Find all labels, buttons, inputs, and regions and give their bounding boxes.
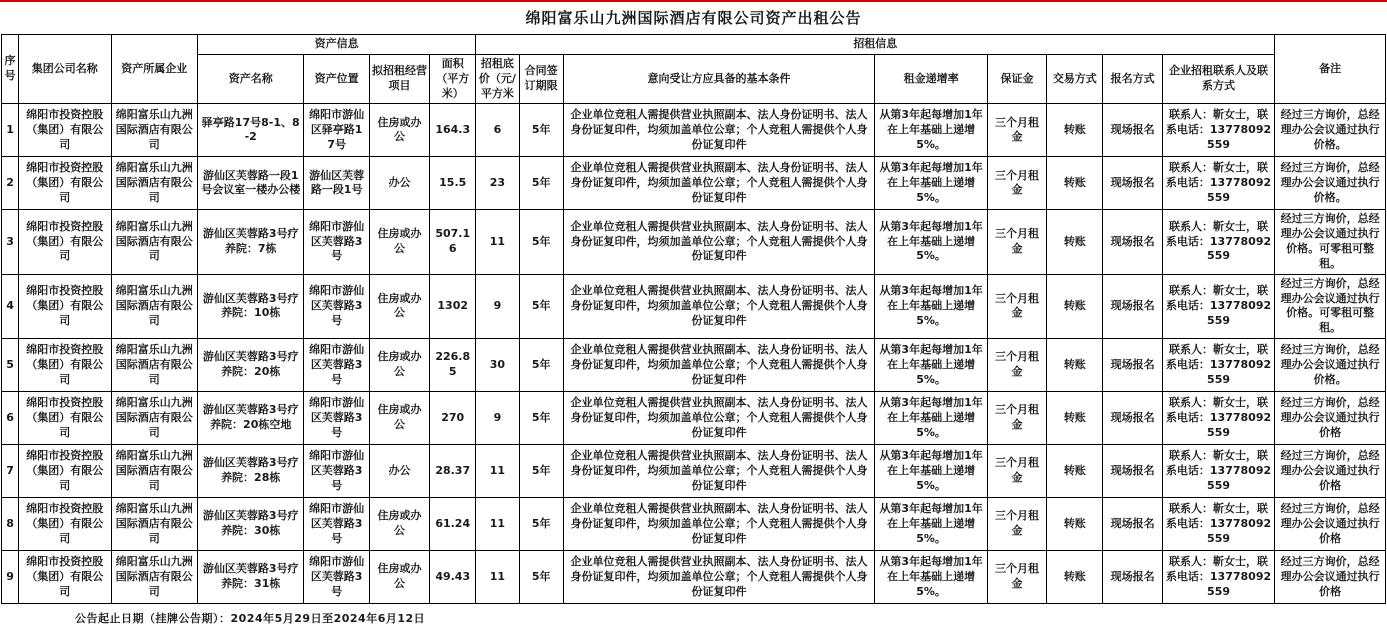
table-row	[2, 551, 1386, 604]
cell-no: 2	[2, 157, 19, 210]
cell-no: 8	[2, 498, 19, 551]
header-conditions: 意向受让方应具备的基本条件	[563, 54, 875, 104]
cell-contact: 联系人：靳女士，联系电话：13778092559	[1162, 157, 1275, 210]
cell-conditions: 企业单位竞租人需提供营业执照副本、法人身份证明书、法人身份证复印件，均须加盖单位公章；个人竞租人需提供个人身份证复印件	[563, 445, 875, 498]
cell-area: 15.5	[430, 157, 476, 210]
cell-asset-location: 绵阳市游仙区芙蓉路3号	[304, 551, 369, 604]
cell-no: 1	[2, 104, 19, 157]
cell-conditions: 企业单位竞租人需提供营业执照副本、法人身份证明书、法人身份证复印件，均须加盖单位公章；个人竞租人需提供个人身份证复印件	[563, 392, 875, 445]
cell-deposit: 三个月租金	[987, 445, 1046, 498]
cell-term: 5年	[519, 339, 563, 392]
cell-contact: 联系人：靳女士，联系电话：13778092559	[1162, 445, 1275, 498]
cell-increase: 从第3年起每增加1年在上年基础上递增5%。	[875, 274, 988, 338]
cell-project: 住房或办公	[369, 210, 429, 274]
cell-payment: 转账	[1047, 274, 1103, 338]
cell-increase: 从第3年起每增加1年在上年基础上递增5%。	[875, 392, 988, 445]
cell-area: 61.24	[430, 498, 476, 551]
cell-remark: 经过三方询价，总经理办公会议通过执行价格	[1275, 551, 1386, 604]
cell-no: 7	[2, 445, 19, 498]
table-row	[2, 498, 1386, 551]
header-project: 拟招租经营项目	[369, 54, 429, 104]
cell-term: 5年	[519, 210, 563, 274]
cell-asset-name: 游仙区芙蓉路3号疗养院：31栋	[197, 551, 304, 604]
cell-remark: 经过三方询价，总经理办公会议通过执行价格。	[1275, 157, 1386, 210]
cell-signup: 现场报名	[1103, 445, 1162, 498]
cell-group-company: 绵阳市投资控股（集团）有限公司	[19, 274, 111, 338]
cell-group-company: 绵阳市投资控股（集团）有限公司	[19, 339, 111, 392]
cell-asset-location: 绵阳市游仙区驿亭路17号	[304, 104, 369, 157]
cell-owner: 绵阳富乐山九洲国际酒店有限公司	[111, 445, 197, 498]
cell-term: 5年	[519, 157, 563, 210]
cell-base-price: 23	[476, 157, 519, 210]
header-group-company: 集团公司名称	[19, 35, 111, 104]
cell-asset-name: 游仙区芙蓉路3号疗养院：7栋	[197, 210, 304, 274]
cell-payment: 转账	[1047, 498, 1103, 551]
cell-remark: 经过三方询价，总经理办公会议通过执行价格	[1275, 445, 1386, 498]
table-row	[2, 445, 1386, 498]
cell-conditions: 企业单位竞租人需提供营业执照副本、法人身份证明书、法人身份证复印件，均须加盖单位公章；个人竞租人需提供个人身份证复印件	[563, 551, 875, 604]
cell-remark: 经过三方询价，总经理办公会议通过执行价格。可零租可整租。	[1275, 210, 1386, 274]
cell-contact: 联系人：靳女士，联系电话：13778092559	[1162, 551, 1275, 604]
cell-area: 49.43	[430, 551, 476, 604]
cell-project: 住房或办公	[369, 104, 429, 157]
cell-contact: 联系人：靳女士，联系电话：13778092559	[1162, 498, 1275, 551]
header-increase: 租金递增率	[875, 54, 988, 104]
header-owner: 资产所属企业	[111, 35, 197, 104]
asset-rental-table	[1, 34, 1386, 604]
header-rental-info-group: 招租信息	[476, 35, 1275, 55]
cell-conditions: 企业单位竞租人需提供营业执照副本、法人身份证明书、法人身份证复印件，均须加盖单位公章；个人竞租人需提供个人身份证复印件	[563, 157, 875, 210]
cell-increase: 从第3年起每增加1年在上年基础上递增5%。	[875, 157, 988, 210]
cell-signup: 现场报名	[1103, 551, 1162, 604]
cell-increase: 从第3年起每增加1年在上年基础上递增5%。	[875, 445, 988, 498]
cell-owner: 绵阳富乐山九洲国际酒店有限公司	[111, 339, 197, 392]
table-row	[2, 339, 1386, 392]
cell-owner: 绵阳富乐山九洲国际酒店有限公司	[111, 157, 197, 210]
cell-no: 5	[2, 339, 19, 392]
cell-remark: 经过三方询价，总经理办公会议通过执行价格	[1275, 392, 1386, 445]
cell-area: 226.85	[430, 339, 476, 392]
cell-remark: 经过三方询价，总经理办公会议通过执行价格。可零租可整租。	[1275, 274, 1386, 338]
cell-conditions: 企业单位竞租人需提供营业执照副本、法人身份证明书、法人身份证复印件，均须加盖单位公章；个人竞租人需提供个人身份证复印件	[563, 498, 875, 551]
cell-asset-location: 绵阳市游仙区芙蓉路3号	[304, 392, 369, 445]
cell-signup: 现场报名	[1103, 274, 1162, 338]
cell-remark: 经过三方询价，总经理办公会议通过执行价格	[1275, 498, 1386, 551]
cell-remark: 经过三方询价，总经理办公会议通过执行价格。	[1275, 339, 1386, 392]
cell-deposit: 三个月租金	[987, 392, 1046, 445]
cell-deposit: 三个月租金	[987, 339, 1046, 392]
table-row	[2, 104, 1386, 157]
cell-increase: 从第3年起每增加1年在上年基础上递增5%。	[875, 210, 988, 274]
cell-area: 164.3	[430, 104, 476, 157]
cell-no: 4	[2, 274, 19, 338]
cell-group-company: 绵阳市投资控股（集团）有限公司	[19, 210, 111, 274]
cell-group-company: 绵阳市投资控股（集团）有限公司	[19, 392, 111, 445]
cell-payment: 转账	[1047, 104, 1103, 157]
cell-contact: 联系人：靳女士，联系电话：13778092559	[1162, 210, 1275, 274]
cell-asset-name: 游仙区芙蓉路3号疗养院：20栋空地	[197, 392, 304, 445]
table-row	[2, 157, 1386, 210]
header-payment: 交易方式	[1047, 54, 1103, 104]
cell-project: 办公	[369, 445, 429, 498]
cell-base-price: 11	[476, 498, 519, 551]
cell-project: 办公	[369, 157, 429, 210]
cell-base-price: 30	[476, 339, 519, 392]
cell-payment: 转账	[1047, 551, 1103, 604]
cell-deposit: 三个月租金	[987, 157, 1046, 210]
cell-signup: 现场报名	[1103, 498, 1162, 551]
table-row	[2, 210, 1386, 274]
cell-payment: 转账	[1047, 392, 1103, 445]
cell-base-price: 9	[476, 392, 519, 445]
cell-no: 3	[2, 210, 19, 274]
cell-payment: 转账	[1047, 157, 1103, 210]
cell-asset-name: 游仙区芙蓉路3号疗养院：30栋	[197, 498, 304, 551]
cell-owner: 绵阳富乐山九洲国际酒店有限公司	[111, 104, 197, 157]
announcement-period: 公告起止日期（挂牌公告期）：2024年5月29日至2024年6月12日	[75, 612, 426, 626]
header-term: 合同签订期限	[519, 54, 563, 104]
cell-project: 住房或办公	[369, 274, 429, 338]
cell-project: 住房或办公	[369, 498, 429, 551]
header-remark: 备注	[1275, 35, 1386, 104]
header-deposit: 保证金	[987, 54, 1046, 104]
cell-asset-name: 驿亭路17号8-1、8-2	[197, 104, 304, 157]
cell-deposit: 三个月租金	[987, 551, 1046, 604]
cell-group-company: 绵阳市投资控股（集团）有限公司	[19, 157, 111, 210]
cell-deposit: 三个月租金	[987, 104, 1046, 157]
header-asset-info-group: 资产信息	[197, 35, 475, 55]
table-row	[2, 274, 1386, 338]
cell-base-price: 11	[476, 210, 519, 274]
cell-increase: 从第3年起每增加1年在上年基础上递增5%。	[875, 104, 988, 157]
cell-project: 住房或办公	[369, 392, 429, 445]
cell-term: 5年	[519, 551, 563, 604]
cell-increase: 从第3年起每增加1年在上年基础上递增5%。	[875, 339, 988, 392]
cell-deposit: 三个月租金	[987, 498, 1046, 551]
cell-area: 270	[430, 392, 476, 445]
cell-asset-location: 游仙区芙蓉路一段1号	[304, 157, 369, 210]
cell-asset-location: 绵阳市游仙区芙蓉路3号	[304, 210, 369, 274]
table-row	[2, 392, 1386, 445]
cell-group-company: 绵阳市投资控股（集团）有限公司	[19, 551, 111, 604]
cell-asset-name: 游仙区芙蓉路3号疗养院：20栋	[197, 339, 304, 392]
table-body	[2, 104, 1386, 604]
cell-contact: 联系人：靳女士，联系电话：13778092559	[1162, 392, 1275, 445]
cell-signup: 现场报名	[1103, 157, 1162, 210]
cell-contact: 联系人：靳女士，联系电话：13778092559	[1162, 104, 1275, 157]
cell-owner: 绵阳富乐山九洲国际酒店有限公司	[111, 498, 197, 551]
cell-payment: 转账	[1047, 339, 1103, 392]
cell-base-price: 9	[476, 274, 519, 338]
cell-asset-location: 绵阳市游仙区芙蓉路3号	[304, 339, 369, 392]
header-asset-name: 资产名称	[197, 54, 304, 104]
cell-asset-name: 游仙区芙蓉路3号疗养院：28栋	[197, 445, 304, 498]
cell-conditions: 企业单位竞租人需提供营业执照副本、法人身份证明书、法人身份证复印件，均须加盖单位公章；个人竞租人需提供个人身份证复印件	[563, 104, 875, 157]
cell-no: 9	[2, 551, 19, 604]
cell-asset-name: 游仙区芙蓉路一段1号会议室一楼办公楼	[197, 157, 304, 210]
cell-owner: 绵阳富乐山九洲国际酒店有限公司	[111, 551, 197, 604]
header-base-price: 招租底价（元/平方米	[476, 54, 519, 104]
cell-project: 住房或办公	[369, 551, 429, 604]
cell-signup: 现场报名	[1103, 210, 1162, 274]
cell-group-company: 绵阳市投资控股（集团）有限公司	[19, 445, 111, 498]
cell-owner: 绵阳富乐山九洲国际酒店有限公司	[111, 210, 197, 274]
header-no: 序号	[2, 35, 19, 104]
cell-payment: 转账	[1047, 210, 1103, 274]
cell-area: 1302	[430, 274, 476, 338]
cell-base-price: 11	[476, 445, 519, 498]
cell-group-company: 绵阳市投资控股（集团）有限公司	[19, 498, 111, 551]
header-contact: 企业招租联系人及联系方式	[1162, 54, 1275, 104]
cell-conditions: 企业单位竞租人需提供营业执照副本、法人身份证明书、法人身份证复印件，均须加盖单位公章；个人竞租人需提供个人身份证复印件	[563, 274, 875, 338]
cell-contact: 联系人：靳女士，联系电话：13778092559	[1162, 339, 1275, 392]
cell-asset-location: 绵阳市游仙区芙蓉路3号	[304, 498, 369, 551]
cell-conditions: 企业单位竞租人需提供营业执照副本、法人身份证明书、法人身份证复印件，均须加盖单位公章；个人竞租人需提供个人身份证复印件	[563, 339, 875, 392]
cell-term: 5年	[519, 274, 563, 338]
header-signup: 报名方式	[1103, 54, 1162, 104]
cell-term: 5年	[519, 498, 563, 551]
cell-deposit: 三个月租金	[987, 210, 1046, 274]
page-title: 绵阳富乐山九洲国际酒店有限公司资产出租公告	[525, 9, 862, 27]
cell-no: 6	[2, 392, 19, 445]
cell-contact: 联系人：靳女士，联系电话：13778092559	[1162, 274, 1275, 338]
cell-signup: 现场报名	[1103, 339, 1162, 392]
cell-asset-location: 绵阳市游仙区芙蓉路3号	[304, 445, 369, 498]
header-area: 面积（平方米）	[430, 54, 476, 104]
cell-signup: 现场报名	[1103, 104, 1162, 157]
cell-payment: 转账	[1047, 445, 1103, 498]
cell-base-price: 11	[476, 551, 519, 604]
cell-area: 28.37	[430, 445, 476, 498]
cell-deposit: 三个月租金	[987, 274, 1046, 338]
cell-owner: 绵阳富乐山九洲国际酒店有限公司	[111, 392, 197, 445]
cell-increase: 从第3年起每增加1年在上年基础上递增5%。	[875, 498, 988, 551]
cell-project: 住房或办公	[369, 339, 429, 392]
cell-remark: 经过三方询价，总经理办公会议通过执行价格。	[1275, 104, 1386, 157]
cell-asset-location: 绵阳市游仙区芙蓉路3号	[304, 274, 369, 338]
cell-group-company: 绵阳市投资控股（集团）有限公司	[19, 104, 111, 157]
cell-term: 5年	[519, 392, 563, 445]
cell-base-price: 6	[476, 104, 519, 157]
cell-asset-name: 游仙区芙蓉路3号疗养院：10栋	[197, 274, 304, 338]
header-asset-location: 资产位置	[304, 54, 369, 104]
cell-area: 507.16	[430, 210, 476, 274]
cell-term: 5年	[519, 104, 563, 157]
cell-conditions: 企业单位竞租人需提供营业执照副本、法人身份证明书、法人身份证复印件，均须加盖单位公章；个人竞租人需提供个人身份证复印件	[563, 210, 875, 274]
cell-owner: 绵阳富乐山九洲国际酒店有限公司	[111, 274, 197, 338]
cell-increase: 从第3年起每增加1年在上年基础上递增5%。	[875, 551, 988, 604]
cell-term: 5年	[519, 445, 563, 498]
table-header	[2, 35, 1386, 104]
cell-signup: 现场报名	[1103, 392, 1162, 445]
